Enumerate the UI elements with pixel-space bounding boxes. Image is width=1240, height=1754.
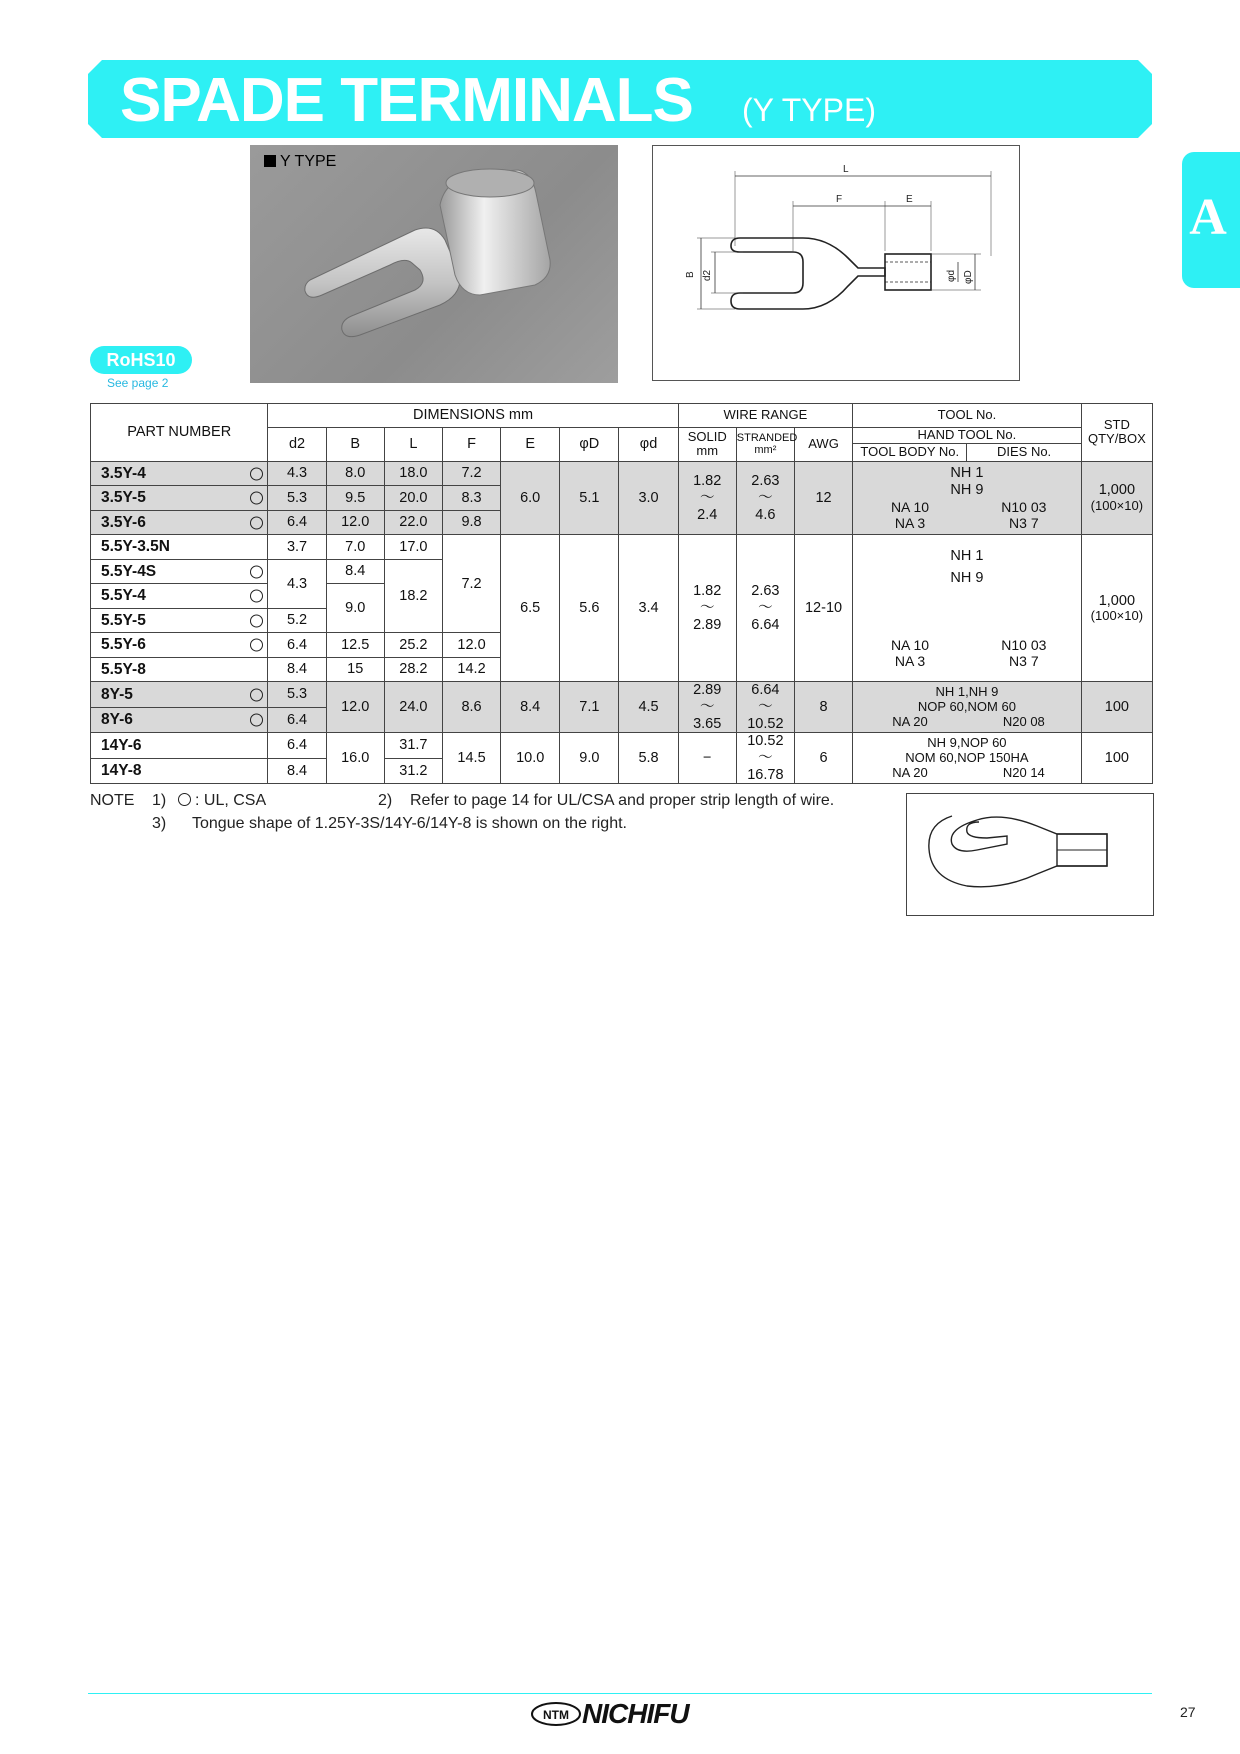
- cell-solid-range: −: [678, 733, 736, 784]
- ul-csa-mark-icon: [178, 793, 191, 806]
- cell-qty: 100: [1081, 682, 1152, 733]
- footer-divider: [88, 1693, 1152, 1694]
- cell-b: 15: [326, 657, 384, 682]
- ul-csa-mark-icon: [250, 516, 263, 529]
- cell-l: 25.2: [384, 633, 442, 658]
- dim-label-phi-d: φd: [946, 269, 957, 282]
- cell-stranded-range: 6.64 〜 10.52: [736, 682, 794, 733]
- col-tool-body-no: TOOL BODY No.: [853, 443, 967, 461]
- cell-stranded-range: 2.63 〜 4.6: [736, 461, 794, 535]
- cell-d2: 5.3: [268, 486, 326, 511]
- dim-label-d2: d2: [702, 269, 713, 281]
- cell-awg: 12: [794, 461, 852, 535]
- section-tab-letter: A: [1189, 189, 1227, 246]
- cell-awg: 8: [794, 682, 852, 733]
- cell-l: 24.0: [384, 682, 442, 733]
- svg-text:NTM: NTM: [543, 1708, 569, 1722]
- col-b: B: [326, 428, 384, 462]
- cell-phi-d: 5.8: [619, 733, 678, 784]
- cell-solid-range: 1.82 〜 2.4: [678, 461, 736, 535]
- cell-d2: 8.4: [268, 758, 326, 784]
- cell-phi-d: 3.4: [619, 535, 678, 682]
- dim-label-phi-D: φD: [963, 270, 974, 284]
- col-f: F: [442, 428, 500, 462]
- cell-e: 6.5: [501, 535, 560, 682]
- table-row-part-number: 8Y-6: [91, 707, 268, 733]
- dim-label-b: B: [685, 271, 696, 278]
- square-bullet-icon: [264, 155, 276, 167]
- cell-b: 12.5: [326, 633, 384, 658]
- table-row-part-number: 3.5Y-5: [91, 486, 268, 511]
- col-l: L: [384, 428, 442, 462]
- cell-d2: 6.4: [268, 510, 326, 535]
- cell-l: 17.0: [384, 535, 442, 560]
- table-row-part-number: 5.5Y-4: [91, 584, 268, 609]
- cell-f: 7.2: [442, 461, 500, 486]
- col-solid: SOLID mm: [678, 428, 736, 462]
- note-3: Tongue shape of 1.25Y-3S/14Y-6/14Y-8 is shown on the right.: [192, 815, 627, 832]
- cell-solid-range: 2.89 〜 3.65: [678, 682, 736, 733]
- cell-f: 8.6: [442, 682, 500, 733]
- ul-csa-mark-icon: [250, 714, 263, 727]
- rohs-reference-link[interactable]: See page 2: [107, 376, 169, 390]
- ul-csa-mark-icon: [250, 565, 263, 578]
- ul-csa-mark-icon: [250, 688, 263, 701]
- cell-f: 8.3: [442, 486, 500, 511]
- cell-b: 8.0: [326, 461, 384, 486]
- cell-e: 6.0: [501, 461, 560, 535]
- cell-f: 14.5: [442, 733, 500, 784]
- cell-b: 8.4: [326, 559, 384, 584]
- notes-label: NOTE: [90, 792, 135, 809]
- cell-qty: 1,000 (100×10): [1081, 461, 1152, 535]
- cell-awg: 12-10: [794, 535, 852, 682]
- cell-stranded-range: 10.52 〜 16.78: [736, 733, 794, 784]
- table-row-part-number: 14Y-6: [91, 733, 268, 759]
- dim-label-e: E: [906, 194, 913, 205]
- table-row-part-number: 8Y-5: [91, 682, 268, 708]
- cell-tool-no: NH 1 NH 9 NA 10 N10 03 NA 3 N3 7: [853, 461, 1082, 535]
- cell-b: 9.5: [326, 486, 384, 511]
- cell-phi-D: 5.6: [560, 535, 619, 682]
- col-wire-range: WIRE RANGE: [678, 404, 852, 428]
- page-number: 27: [1180, 1704, 1196, 1720]
- cell-d2: 5.2: [268, 608, 326, 633]
- ul-csa-mark-icon: [250, 467, 263, 480]
- cell-d2: 5.3: [268, 682, 326, 708]
- col-std-qty: STD QTY/BOX: [1081, 404, 1152, 462]
- ul-csa-mark-icon: [250, 614, 263, 627]
- col-phi-d: φd: [619, 428, 678, 462]
- cell-l: 28.2: [384, 657, 442, 682]
- cell-qty: 100: [1081, 733, 1152, 784]
- table-row-part-number: 3.5Y-4: [91, 461, 268, 486]
- cell-b: 16.0: [326, 733, 384, 784]
- spec-table: [90, 403, 1153, 784]
- col-awg: AWG: [794, 428, 852, 462]
- cell-d2: 8.4: [268, 657, 326, 682]
- tongue-shape-drawing: [906, 793, 1154, 916]
- note-1: : UL, CSA: [178, 789, 378, 812]
- cell-e: 8.4: [501, 682, 560, 733]
- cell-f: 12.0: [442, 633, 500, 658]
- nichifu-logo: [530, 1697, 582, 1731]
- table-row-part-number: 5.5Y-8: [91, 657, 268, 682]
- cell-tool-no: NH 9,NOP 60 NOM 60,NOP 150HA NA 20 N20 14: [853, 733, 1082, 784]
- cell-e: 10.0: [501, 733, 560, 784]
- cell-phi-D: 7.1: [560, 682, 619, 733]
- cell-l: 31.7: [384, 733, 442, 759]
- rohs-badge: RoHS10: [90, 346, 192, 374]
- table-row-part-number: 14Y-8: [91, 758, 268, 784]
- cell-tool-no: NH 1,NH 9 NOP 60,NOM 60 NA 20 N20 08: [853, 682, 1082, 733]
- cell-qty: 1,000 (100×10): [1081, 535, 1152, 682]
- note-2: Refer to page 14 for UL/CSA and proper strip length of wire.: [410, 792, 835, 809]
- cell-f: 14.2: [442, 657, 500, 682]
- cell-b: 9.0: [326, 584, 384, 633]
- col-phi-D: φD: [560, 428, 619, 462]
- cell-b: 12.0: [326, 682, 384, 733]
- cell-phi-D: 9.0: [560, 733, 619, 784]
- product-photo: [250, 145, 618, 383]
- col-part-number: PART NUMBER: [91, 404, 268, 462]
- cell-d2: 6.4: [268, 733, 326, 759]
- page-title: SPADE TERMINALS: [120, 66, 693, 135]
- table-row-part-number: 5.5Y-5: [91, 608, 268, 633]
- cell-f: 7.2: [442, 535, 500, 633]
- cell-phi-d: 3.0: [619, 461, 678, 535]
- cell-l: 31.2: [384, 758, 442, 784]
- col-d2: d2: [268, 428, 326, 462]
- page-subtitle: (Y TYPE): [742, 92, 876, 128]
- dim-label-f: F: [836, 194, 843, 205]
- cell-l: 18.2: [384, 559, 442, 633]
- cell-d2: 4.3: [268, 461, 326, 486]
- col-hand-tool-no: HAND TOOL No.: [853, 428, 1082, 444]
- cell-l: 18.0: [384, 461, 442, 486]
- ul-csa-mark-icon: [250, 639, 263, 652]
- cell-d2: 6.4: [268, 707, 326, 733]
- photo-label: Y TYPE: [264, 153, 336, 171]
- notes: NOTE 1) : UL, CSA 2) Refer to page 14 for UL/CSA and proper strip length of wire. 3) Tongue shape of 1.25Y-3S/14Y-6/14Y-8 is shown on the right.: [90, 789, 834, 835]
- table-row-part-number: 3.5Y-6: [91, 510, 268, 535]
- table-row-part-number: 5.5Y-4S: [91, 559, 268, 584]
- table-row-part-number: 5.5Y-3.5N: [91, 535, 268, 560]
- brand-name: NICHIFU: [582, 1698, 689, 1729]
- cell-awg: 6: [794, 733, 852, 784]
- dimension-drawing: [652, 145, 1020, 381]
- cell-phi-d: 4.5: [619, 682, 678, 733]
- col-dimensions: DIMENSIONS mm: [268, 404, 678, 428]
- table-row-part-number: 5.5Y-6: [91, 633, 268, 658]
- cell-l: 20.0: [384, 486, 442, 511]
- cell-stranded-range: 2.63 〜 6.64: [736, 535, 794, 682]
- dim-label-l: L: [843, 164, 849, 175]
- cell-b: 12.0: [326, 510, 384, 535]
- cell-phi-D: 5.1: [560, 461, 619, 535]
- cell-b: 7.0: [326, 535, 384, 560]
- cell-f: 9.8: [442, 510, 500, 535]
- ul-csa-mark-icon: [250, 590, 263, 603]
- col-stranded: STRANDED mm²: [736, 428, 794, 462]
- cell-d2: 3.7: [268, 535, 326, 560]
- cell-d2: 4.3: [268, 559, 326, 608]
- col-tool-no: TOOL No.: [853, 404, 1082, 428]
- col-dies-no: DIES No.: [967, 443, 1081, 461]
- cell-l: 22.0: [384, 510, 442, 535]
- cell-solid-range: 1.82 〜 2.89: [678, 535, 736, 682]
- col-e: E: [501, 428, 560, 462]
- cell-d2: 6.4: [268, 633, 326, 658]
- ul-csa-mark-icon: [250, 492, 263, 505]
- cell-tool-no: NH 1 NH 9 NA 10 N10 03 NA 3 N3 7: [853, 535, 1082, 682]
